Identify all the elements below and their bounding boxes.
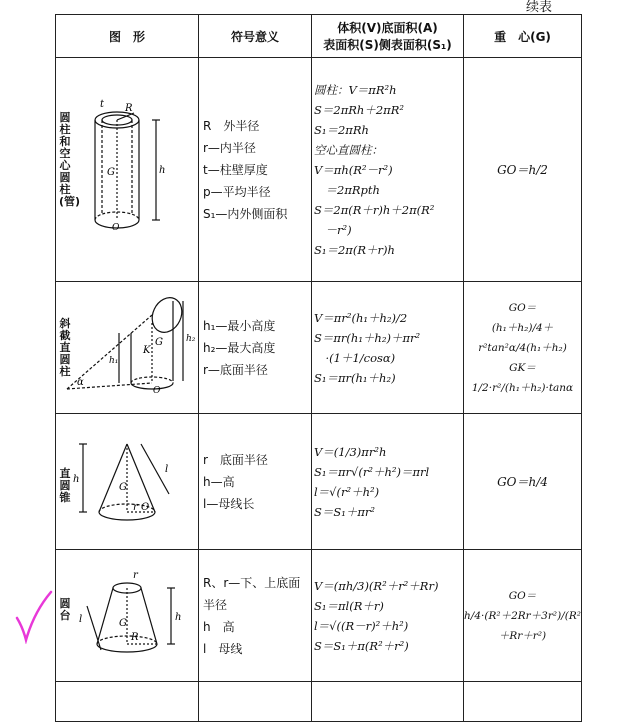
svg-text:R: R: [131, 631, 139, 643]
formula-table: [55, 14, 582, 722]
check-mark-icon: [14, 588, 54, 644]
table-row: [56, 682, 582, 722]
svg-text:G: G: [107, 166, 115, 178]
continued-label: 续表: [525, 0, 552, 15]
svg-text:G: G: [155, 336, 163, 348]
symbol-cell: r 底面半径 h—高 l—母线长: [199, 414, 312, 550]
formula-cell: V＝πr²(h₁＋h₂)/2 S＝πr(h₁＋h₂)＋πr² ·(1＋1/cosα) S₁＝πr(h₁＋h₂): [312, 282, 464, 414]
svg-text:r: r: [133, 569, 138, 581]
table-row: [56, 414, 582, 550]
figure-cell: [56, 58, 199, 282]
svg-text:h₂: h₂: [186, 333, 196, 344]
svg-text:O: O: [112, 222, 120, 233]
oblique-cylinder-diagram: [57, 293, 197, 403]
header-volume-area: 体积(V)底面积(A) 表面积(S)侧表面积(S₁): [312, 15, 464, 58]
header-centroid: 重 心(G): [464, 15, 582, 58]
cone-diagram: [67, 432, 187, 532]
formula-cell: V＝(1/3)πr²h S₁＝πr√(r²＋h²)＝πrl l＝√(r²＋h²) S＝S₁＋πr²: [312, 414, 464, 550]
svg-text:K: K: [143, 344, 151, 356]
svg-text:l: l: [165, 463, 169, 475]
figure-cell: [56, 414, 199, 550]
svg-text:G: G: [119, 617, 127, 629]
formula-cell: 圆柱：V＝πR²h S＝2πRh＋2πR² S₁＝2πRh 空心直圆柱： V＝πh(R²－r²) ＝2πRpth S＝2π(R＋r)h＋2π(R² －r²) S₁＝2π(R＋r)h: [312, 58, 464, 282]
svg-text:h: h: [73, 473, 80, 485]
svg-text:t: t: [100, 98, 105, 110]
figure-cell: [56, 282, 199, 414]
svg-text:h: h: [159, 164, 166, 176]
header-figure: 图 形: [56, 15, 199, 58]
header-symbol-meaning: 符号意义: [199, 15, 312, 58]
svg-text:G: G: [119, 481, 127, 493]
svg-text:r O: r O: [133, 501, 150, 513]
table-row: [56, 282, 582, 414]
svg-text:h₁: h₁: [109, 355, 119, 366]
svg-text:R: R: [125, 102, 133, 114]
row-name-frustum: 圆台: [59, 597, 71, 622]
row-name-cylinder: 圆柱和空心圆柱(管): [59, 111, 81, 208]
row-name-oblique-cylinder: 斜截直圆柱: [59, 317, 71, 378]
formula-cell: V＝(πh/3)(R²＋r²＋Rr) S₁＝πl(R＋r) l＝√((R－r)²＋h²) S＝S₁＋π(R²＋r²): [312, 550, 464, 682]
centroid-cell: GO＝ (h₁＋h₂)/4＋r²tan²α/4(h₁＋h₂) GK＝ 1/2·r²/(h₁＋h₂)·tanα: [464, 282, 582, 414]
centroid-cell: GO＝h/2: [464, 58, 582, 282]
svg-text:O: O: [153, 385, 161, 396]
frustum-diagram: [67, 566, 187, 666]
hollow-cylinder-diagram: [72, 95, 182, 245]
svg-text:h: h: [175, 611, 182, 623]
svg-text:α: α: [77, 376, 84, 388]
centroid-cell: GO＝ h/4·(R²＋2Rr＋3r²)/(R²＋Rr＋r²): [464, 550, 582, 682]
centroid-cell: GO＝h/4: [464, 414, 582, 550]
svg-text:l: l: [79, 613, 83, 625]
symbol-cell: h₁—最小高度 h₂—最大高度 r—底面半径: [199, 282, 312, 414]
figure-cell: [56, 550, 199, 682]
header-row: [56, 15, 582, 58]
table-row: [56, 550, 582, 682]
row-name-cone: 直圆锥: [59, 467, 71, 504]
symbol-cell: R 外半径 r—内半径 t—柱壁厚度 p—平均半径 S₁—内外侧面积: [199, 58, 312, 282]
table-row: [56, 58, 582, 282]
symbol-cell: R、r—下、上底面半径 h 高 l 母线: [199, 550, 312, 682]
